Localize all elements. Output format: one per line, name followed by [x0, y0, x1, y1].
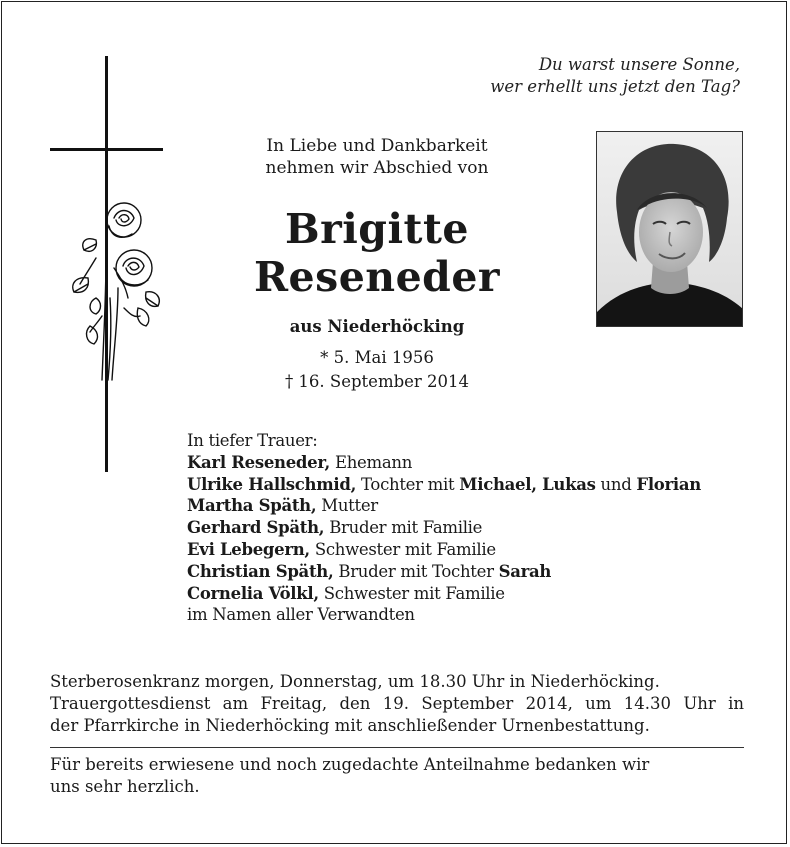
mourner-row: [187, 495, 762, 517]
mourner-name: Florian: [636, 474, 701, 494]
mourner-relation: Tochter mit: [356, 474, 460, 494]
mourner-row: [187, 539, 762, 561]
cross-horizontal-bar: [50, 148, 163, 151]
mourner-name: Ulrike Hallschmid,: [187, 474, 357, 494]
mourners-closing: im Namen aller Verwandten: [187, 605, 415, 625]
mourner-row: [187, 452, 762, 474]
death-date: † 16. September 2014: [284, 372, 470, 391]
mourners-list: [187, 430, 762, 626]
deceased-origin: aus Niederhöcking: [289, 317, 465, 336]
life-dates: [232, 346, 522, 394]
mourners-heading: In tiefer Trauer:: [187, 431, 318, 450]
intro-line: In Liebe und Dankbarkeit: [266, 136, 488, 156]
intro-line: nehmen wir Abschied von: [265, 158, 489, 178]
thanks-line: uns sehr herzlich.: [50, 777, 200, 796]
service-line: der Pfarrkirche in Niederhöcking mit anschließender Urnenbestattung.: [50, 716, 650, 735]
roses-icon: [66, 198, 166, 384]
mourner-row: [187, 474, 762, 496]
mourner-relation: Bruder mit Tochter: [333, 561, 499, 581]
mourner-row: [187, 561, 762, 583]
mourner-name: Gerhard Späth,: [187, 518, 325, 538]
mourner-name: Evi Lebegern,: [187, 539, 310, 559]
mourner-relation: Mutter: [316, 496, 378, 516]
motto-quote: [490, 54, 740, 98]
mourner-relation: und: [595, 474, 637, 494]
intro-text: [232, 135, 522, 179]
mourner-row: [187, 583, 762, 605]
thanks-text: [50, 754, 744, 798]
obituary-notice: [1, 1, 787, 844]
mourner-name: Karl Reseneder,: [187, 452, 331, 472]
motto-line: Du warst unsere Sonne,: [538, 55, 740, 74]
mourner-name: Cornelia Völkl,: [187, 583, 319, 603]
mourner-name: Sarah: [498, 561, 552, 581]
birth-date: * 5. Mai 1956: [320, 348, 434, 367]
mourner-relation: Schwester mit Familie: [309, 539, 496, 559]
service-line: Trauergottesdienst am Freitag, den 19. September 2014, um 14.30 Uhr in: [50, 694, 744, 713]
service-line: Sterberosenkranz morgen, Donnerstag, um 18.30 Uhr in Niederhöcking.: [50, 672, 660, 691]
portrait-photo: [596, 131, 743, 327]
mourner-name: Martha Späth,: [187, 496, 317, 516]
mourner-relation: Schwester mit Familie: [318, 583, 505, 603]
mourner-row: [187, 517, 762, 539]
mourner-relation: Bruder mit Familie: [324, 518, 483, 538]
service-info: [50, 671, 744, 737]
mourner-name: Christian Späth,: [187, 561, 334, 581]
mourner-name: Michael, Lukas: [459, 474, 596, 494]
deceased-first-name: Brigitte: [284, 205, 470, 253]
deceased-last-name: Reseneder: [253, 253, 501, 301]
divider: [50, 747, 744, 748]
motto-line: wer erhellt uns jetzt den Tag?: [490, 77, 740, 96]
mourner-relation: Ehemann: [330, 452, 413, 472]
deceased-name: [232, 205, 522, 301]
thanks-line: Für bereits erwiesene und noch zugedachte Anteilnahme bedanken wir: [50, 755, 650, 774]
